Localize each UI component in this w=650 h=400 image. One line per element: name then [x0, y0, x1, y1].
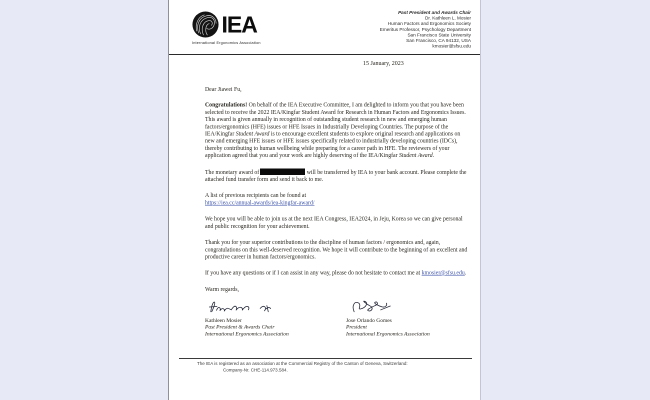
sender-society: Human Factors and Ergonomics Society [387, 21, 471, 27]
signature-block-gomes [346, 297, 430, 337]
letter-page [168, 0, 481, 400]
iea-logo [191, 10, 261, 49]
paragraph-recipients [205, 192, 469, 206]
footer-divider [179, 358, 472, 359]
footer-registration-line: The IEA is registered as an association at the Commercial Registry of the Canton of Geneva, Switzerland: [197, 361, 408, 366]
sender-name: Dr. Kathleen L. Mosier [425, 15, 471, 21]
paragraph-award-text-a: On behalf of the IEA Executive Committee, I am delighted to inform you that you have been selected to receive the 2022 IEA/Kingfar Student Award for Research in Human Factors and Ergonomics Issues. This award is given annually in recognition of outstanding student research in new and emerging human factors/ergonomics (HFE) issues or HFE Issues in Industrially Developing Countries. The purpose of the IEA/Kingfar [205, 101, 466, 138]
header-divider [169, 54, 481, 55]
contact-text-after: . [464, 269, 467, 277]
logo-caption: International Ergonomics Association [192, 40, 261, 45]
contact-text-before: If you have any questions or if I can assist in any way, please do not hesitate to contact me at [205, 269, 422, 277]
monetary-text-after: will be transferred by IEA to your bank account. Please complete the attached fund transfer form and send it back to me. [205, 168, 467, 183]
sender-block [380, 10, 471, 49]
contact-email-link[interactable]: kmosier@sfsu.edu [421, 269, 465, 277]
signature-row [205, 297, 469, 337]
paragraph-congress: We hope you will be able to join us at the next IEA Congress, IEA2024, in Jeju, Korea so we can give personal and public recognition for your achievement. [205, 215, 463, 230]
letter-content [169, 60, 481, 338]
signer-title: President [346, 324, 367, 331]
footer-company-number: Company-Nr. CHE-114.973.584. [223, 367, 288, 373]
paragraph-thanks: Thank you for your superior contributions to the discipline of human factors / ergonomics and, again, congratulations on this well-deserved recognition. We hope it will contribute to the beginning of an excellent and productive career in human factors/ergonomics. [205, 239, 468, 260]
sender-address: San Francisco, CA 94132, USA [406, 38, 471, 44]
sender-email: kmosier@sfsu.edu [432, 43, 471, 49]
congratulations-lead: Congratulations! [205, 101, 248, 109]
date-line: 15 January, 2023 [363, 59, 404, 67]
mosier-signature-ink [205, 297, 285, 316]
redacted-amount [260, 168, 305, 175]
logo-acronym: IEA [221, 11, 257, 38]
sender-role: Past President and Awards Chair [398, 10, 471, 15]
closing-line: Warm regards, [205, 285, 239, 293]
monetary-text-before: The monetary award of [205, 168, 260, 176]
paragraph-award-text-b: is to encourage excellent students to explore original research and applications on new and emerging HFE issues or HFE issues specifically related to industrially developing countries (IDCs), thereby contributing to human wellbeing while preparing for a career path in HFE. The reviewers of your application agreed that you and your work are highly deserving of the IEA/Kingfar [205, 130, 461, 159]
signer-org: International Ergonomics Association [346, 330, 430, 337]
paragraph-award-text-c: . [432, 152, 435, 159]
fingerprint-globe-icon [191, 10, 220, 39]
signer-title: Past President & Awards Chair [205, 324, 275, 331]
signer-name: Kathleen Mosier [205, 317, 242, 324]
letter-header [169, 0, 481, 49]
sender-university: San Francisco State University [407, 32, 471, 38]
previous-recipients-link[interactable]: https://iea.cc/annual-awards/iea-kingfar-award/ [205, 199, 315, 206]
iea-logo-row [191, 10, 261, 39]
paragraph-award [205, 102, 469, 160]
signer-name: Jose Orlando Gomes [346, 317, 392, 324]
recipients-text: A list of previous recipients can be found at [205, 192, 307, 199]
student-award-italic-2: Student Award [398, 152, 433, 159]
sender-position: Emeritus Professor, Psychology Department [379, 26, 471, 32]
paragraph-monetary [205, 168, 469, 183]
letter-footer [169, 358, 481, 373]
salutation: Dear Jiawei Fu, [205, 86, 242, 93]
signer-org: International Ergonomics Association [205, 330, 289, 337]
signature-block-mosier [205, 297, 346, 337]
paragraph-contact [205, 270, 469, 277]
footer-text [169, 361, 481, 374]
letter-page-inner [169, 0, 481, 400]
gomes-signature-ink [346, 297, 406, 316]
student-award-italic-1: Student Award [235, 130, 270, 138]
